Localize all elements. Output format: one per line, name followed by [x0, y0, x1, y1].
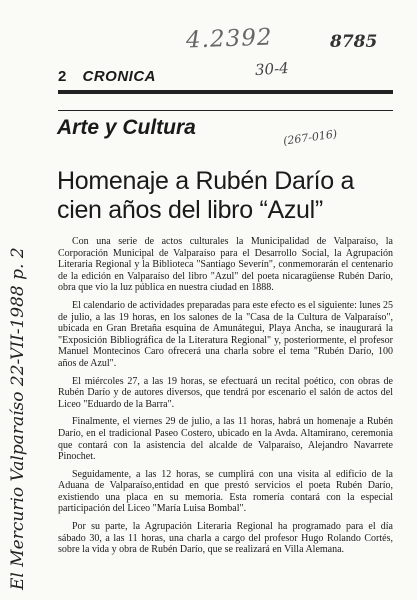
- handwritten-source-note: El Mercurio Valparaíso 22-VII-1988 p. 2: [8, 247, 28, 590]
- article-body: [58, 236, 393, 562]
- article-paragraph: Por su parte, la Agrupación Literaria Regional ha programado para el día sábado 30, a las 11 horas, una charla a cargo del profesor Hugo Rolando Cortés, sobre la vida y obra de Rubén Darío, que se realizará en Villa Alemana.: [58, 521, 393, 556]
- article-kicker: Arte y Cultura: [57, 116, 196, 139]
- article-paragraph: Finalmente, el viernes 29 de julio, a las 11 horas, habrá un homenaje a Rubén Darío, en el tradicional Paseo Costero, ubicado en la Avda. Altamirano, ceremonia que contará con la asistencia del alcalde de Valparaíso, Alejandro Navarrete Pinochet.: [58, 416, 393, 463]
- section-header: [58, 68, 156, 85]
- article-paragraph: Con una serie de actos culturales la Municipalidad de Valparaíso, la Corporación Municipal de Valparaíso para el Desarrollo Social, la Agrupación Literaria Regional y la Biblioteca "Santiago Severín", conmemorarán el centenario de la edición en Valparaíso del libro "Azul" del poeta nicaragüense Rubén Darío, obra que vio la luz pública en nuestra ciudad en 1888.: [58, 236, 393, 294]
- article-paragraph: Seguidamente, a las 12 horas, se cumplirá con una visita al edificio de la Aduana de Valparaíso,entidad en que prestó servicios el poeta Rubén Darío, existiendo una placa en su memoria. Esta romería contará con la especial participación del Liceo "María Luisa Bombal".: [58, 468, 393, 515]
- article-headline: Homenaje a Rubén Darío a cien años del libro “Azul”: [57, 167, 355, 224]
- section-name: CRONICA: [82, 68, 157, 85]
- handwritten-catalog-number: 8785: [330, 32, 378, 52]
- article-paragraph: El calendario de actividades preparadas para este efecto es el siguiente: lunes 25 de julio, a las 19 horas, en los salones de la "Casa de la Cultura de Valparaíso", ubicada en Gran Bretaña esquina de Amunátegui, Playa Ancha, se inaugurará la "Exposición Bibliográfica de la Literatura Regional" y, posteriormente, el profesor Manuel Montecinos Caro ofrecerá una charla sobre el tema "Rubén Darío, 100 años de Azul".: [58, 299, 393, 369]
- handwritten-ref-code: (267-016): [282, 127, 338, 148]
- article-paragraph: El miércoles 27, a las 19 horas, se efectuará un recital poético, con obras de Rubén Darío y de autores diversos, que tendrá por escenario el salón de actos del Liceo "Eduardo de la Barra".: [58, 375, 393, 410]
- header-rule: [58, 90, 393, 94]
- page-number: 2: [58, 68, 67, 85]
- handwritten-top-number: 4.2392: [185, 24, 273, 54]
- header-thin-rule: [58, 110, 393, 111]
- handwritten-mid-number: 30-4: [254, 58, 290, 80]
